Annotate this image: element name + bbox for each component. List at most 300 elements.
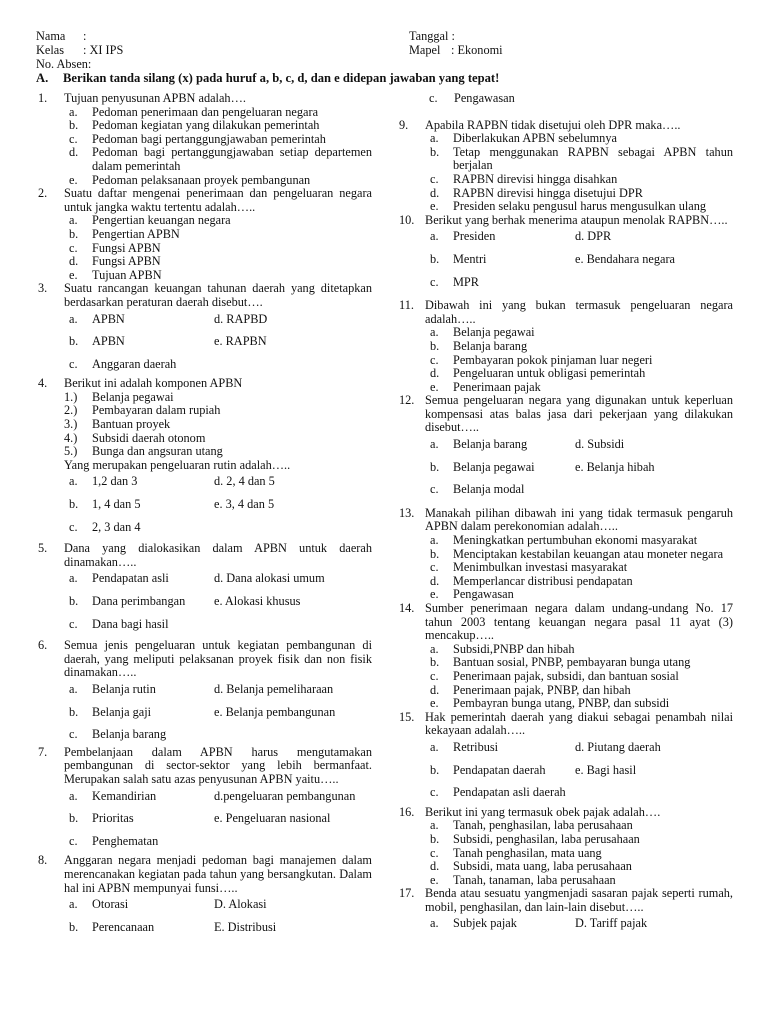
answer-option[interactable]: [64, 174, 372, 188]
option-letter: c.: [69, 131, 78, 146]
option-text: Pengertian keuangan negara: [92, 213, 231, 228]
option-letter: b.: [430, 251, 440, 266]
answer-option: [575, 483, 733, 497]
option-text: Pedoman penerimaan dan pengeluaran negara: [92, 104, 319, 119]
option-text: RAPBN direvisi hingga disetujui DPR: [453, 185, 643, 200]
option-list: [425, 534, 733, 602]
statement-item: [64, 445, 372, 459]
option-letter: a.: [69, 681, 78, 696]
answer-option[interactable]: [575, 741, 733, 755]
mapel-label: Mapel: [409, 43, 441, 57]
answer-option[interactable]: [425, 230, 575, 244]
answer-option[interactable]: [64, 521, 214, 535]
question-16: [399, 806, 733, 888]
answer-option[interactable]: [64, 790, 214, 804]
option-letter: c.: [430, 845, 439, 860]
option-text: Pembayran bunga utang, PNBP, dan subsidi: [453, 696, 670, 711]
question-stem: Semua pengeluaran negara yang digunakan untuk keperluan kompensasi atas balas jasa dari pekerjaan yang dilakukan disebut…..: [425, 393, 733, 435]
question-10: [399, 214, 733, 289]
question-number: 4.: [38, 376, 48, 391]
option-letter: b.: [430, 762, 440, 777]
option-text: e. Bagi hasil: [575, 762, 637, 777]
answer-option[interactable]: [64, 214, 372, 228]
option-letter: a.: [69, 104, 78, 119]
answer-option[interactable]: [64, 358, 214, 372]
option-text: d. Dana alokasi umum: [214, 571, 325, 586]
answer-option[interactable]: [575, 230, 733, 244]
option-text: Tanah, tanaman, laba perusahaan: [453, 872, 616, 887]
option-text: d. DPR: [575, 229, 612, 244]
option-grid: [425, 230, 733, 289]
nama-label: Nama: [36, 29, 66, 43]
answer-option[interactable]: [64, 335, 214, 349]
statement-number: 4.): [64, 430, 78, 445]
option-grid: [64, 790, 372, 849]
answer-option[interactable]: [425, 643, 733, 657]
option-list: [425, 643, 733, 711]
option-text: Tujuan APBN: [92, 267, 162, 282]
option-text: Tetap menggunakan RAPBN sebagai APBN tahun berjalan: [453, 144, 733, 173]
question-number: 1.: [38, 91, 48, 105]
no-absen-label: No. Absen:: [36, 57, 92, 71]
answer-option[interactable]: [64, 812, 214, 826]
question-stem: Hak pemerintah daerah yang diakui sebagai penambah nilai kekayaan adalah…..: [425, 709, 733, 738]
statement-item: [64, 404, 372, 418]
answer-option[interactable]: [214, 595, 372, 609]
option-letter: c.: [69, 356, 78, 371]
option-letter: a.: [430, 818, 439, 833]
option-list: [425, 326, 733, 394]
option-text: Pengertian APBN: [92, 226, 180, 241]
answer-option: [214, 358, 372, 372]
answer-option[interactable]: [425, 764, 575, 778]
answer-option[interactable]: [425, 381, 733, 395]
statement-number: 2.): [64, 403, 78, 418]
option-letter: c.: [430, 560, 439, 575]
option-letter: e.: [430, 872, 439, 887]
option-text: Subjek pajak: [453, 916, 517, 931]
answer-option[interactable]: [64, 119, 372, 133]
question-stem: Berikut ini adalah komponen APBN: [64, 376, 243, 391]
option-letter: b.: [430, 655, 440, 670]
option-grid: [64, 572, 372, 631]
statement-item: [64, 418, 372, 432]
question-14: [399, 602, 733, 711]
answer-option[interactable]: [214, 335, 372, 349]
option-letter: e.: [430, 199, 439, 214]
option-letter: d.: [430, 185, 440, 200]
option-letter: a.: [69, 788, 78, 803]
option-letter: a.: [69, 474, 78, 489]
option-letter: a.: [430, 229, 439, 244]
question-stem: Dana yang dialokasikan dalam APBN untuk daerah dinamakan…..: [64, 541, 372, 569]
option-letter: c.: [430, 171, 439, 186]
statement-number: 5.): [64, 444, 78, 459]
answer-option[interactable]: [214, 498, 372, 512]
answer-option[interactable]: [64, 921, 214, 935]
option-letter: e.: [430, 379, 439, 394]
option-text: Diberlakukan APBN sebelumnya: [453, 131, 617, 146]
answer-option: [575, 276, 733, 290]
question-17: [399, 887, 733, 931]
option-letter: a.: [430, 325, 439, 340]
option-text: Penerimaan pajak, subsidi, dan bantuan sosial: [453, 668, 679, 683]
question-8: [38, 854, 372, 934]
answer-option[interactable]: [425, 146, 733, 173]
question-number: 8.: [38, 853, 48, 868]
option-text: Belanja pegawai: [453, 325, 535, 340]
question-number: 12.: [399, 393, 415, 408]
option-text: Pedoman bagi pertanggungjawaban setiap departemen dalam pemerintah: [92, 145, 372, 173]
question-6: [38, 639, 372, 742]
option-grid: [64, 313, 372, 372]
kelas-value: : XI IPS: [83, 43, 124, 57]
option-grid: [64, 898, 372, 934]
answer-option[interactable]: [425, 874, 733, 888]
answer-option[interactable]: [425, 132, 733, 146]
answer-option[interactable]: [64, 898, 214, 912]
option-text: Pedoman pelaksanaan proyek pembangunan: [92, 172, 311, 187]
option-letter: c.: [430, 352, 439, 367]
option-text: MPR: [453, 274, 479, 289]
option-letter: c.: [430, 482, 439, 497]
option-text: e. Belanja hibah: [575, 459, 655, 474]
option-text: 1,2 dan 3: [92, 474, 138, 489]
option-text: 2, 3 dan 4: [92, 519, 141, 534]
option-text: Subsidi, penghasilan, laba perusahaan: [453, 831, 640, 846]
option-letter: a.: [430, 131, 439, 146]
answer-option[interactable]: [425, 340, 733, 354]
question-number: 2.: [38, 186, 48, 201]
question-15: [399, 711, 733, 800]
answer-option[interactable]: [64, 835, 214, 849]
answer-option[interactable]: [425, 588, 733, 602]
answer-option[interactable]: [64, 572, 214, 586]
answer-option: [575, 786, 733, 800]
question-number: 15.: [399, 709, 415, 724]
question-9: [399, 119, 733, 214]
nama-separator: :: [83, 29, 87, 43]
option-grid: [425, 741, 733, 800]
kelas-label: Kelas: [36, 43, 64, 57]
question-number: 6.: [38, 638, 48, 653]
question-2: [38, 187, 372, 282]
option-letter: d.: [430, 573, 440, 588]
question-number: 5.: [38, 541, 48, 556]
question-5: [38, 542, 372, 631]
option-text: Presiden: [453, 229, 496, 244]
mapel-value: : Ekonomi: [451, 43, 503, 57]
answer-option[interactable]: [64, 242, 372, 256]
answer-option[interactable]: [214, 812, 372, 826]
option-letter: c.: [69, 833, 78, 848]
answer-option[interactable]: [214, 790, 372, 804]
question-stem: Semua jenis pengeluaran untuk kegiatan pembangunan di daerah, yang meliputi pelaksanan proyek fisik dan non fisik dinamakan…..: [64, 638, 372, 680]
statement-text: Pembayaran dalam rupiah: [92, 403, 221, 418]
answer-option[interactable]: [214, 921, 372, 935]
answer-option[interactable]: [425, 656, 733, 670]
option-text: Tanah, penghasilan, laba perusahaan: [453, 818, 633, 833]
question-number: 16.: [399, 804, 415, 819]
answer-option[interactable]: [425, 483, 575, 497]
option-text: E. Distribusi: [214, 919, 277, 934]
option-text: e. RAPBN: [214, 334, 267, 349]
option-letter: a.: [69, 311, 78, 326]
option-letter: d.: [430, 682, 440, 697]
answer-option[interactable]: [425, 367, 733, 381]
option-text: Otorasi: [92, 897, 129, 912]
option-letter: a.: [430, 641, 439, 656]
statement-text: Belanja pegawai: [92, 389, 174, 404]
answer-option[interactable]: [64, 146, 372, 173]
option-text: Memperlancar distribusi pendapatan: [453, 573, 633, 588]
answer-option[interactable]: [64, 475, 214, 489]
statement-text: Subsidi daerah otonom: [92, 430, 206, 445]
question-number: 14.: [399, 601, 415, 615]
statement-list: [64, 391, 372, 459]
question-number: 17.: [399, 886, 415, 901]
option-text: d. 2, 4 dan 5: [214, 474, 275, 489]
option-letter: e.: [69, 172, 78, 187]
option-letter: b.: [69, 811, 79, 826]
option-text: Menimbulkan investasi masyarakat: [453, 560, 628, 575]
answer-option: [214, 835, 372, 849]
question-stem: Sumber penerimaan negara dalam undang-undang No. 17 tahun 2003 tentang keuangan negara pasal 11 ayat (3) mencakup…..: [425, 601, 733, 643]
option-letter: b.: [69, 594, 79, 608]
answer-option[interactable]: [64, 706, 214, 720]
question-stem: Tujuan penyusunan APBN adalah….: [64, 91, 246, 105]
answer-option[interactable]: [425, 534, 733, 548]
statement-text: Bantuan proyek: [92, 417, 171, 432]
option-letter: a.: [69, 897, 78, 912]
option-text: D. Alokasi: [214, 897, 267, 912]
option-letter: c.: [430, 785, 439, 800]
option-text: d.pengeluaran pembangunan: [214, 788, 356, 803]
option-letter: c.: [69, 727, 78, 742]
question-stem: Benda atau sesuatu yangmenjadi sasaran pajak seperti rumah, mobil, penghasilan, dan lain-lain disebut…..: [425, 886, 733, 914]
option-text: Pendapatan asli daerah: [453, 785, 566, 800]
statement-number: 3.): [64, 417, 78, 432]
answer-option[interactable]: [64, 595, 214, 609]
option-text: Belanja gaji: [92, 704, 152, 719]
question-1: [38, 92, 372, 187]
question-stem: Pembelanjaan dalam APBN harus mengutamakan pembangunan di sector-sektor yang lebih bermanfaat. Merupakan salah satu azas penyusunan APBN yaitu…..: [64, 744, 372, 786]
answer-option[interactable]: [575, 438, 733, 452]
statement-item: [64, 432, 372, 446]
question-stem: Berikut ini yang termasuk obek pajak adalah….: [425, 804, 661, 819]
option-text: e. 3, 4 dan 5: [214, 497, 275, 512]
answer-option[interactable]: [575, 461, 733, 475]
answer-option[interactable]: [425, 575, 733, 589]
statement-number: 1.): [64, 389, 78, 404]
option-letter: b.: [430, 546, 440, 561]
option-letter: e.: [69, 267, 78, 282]
option-letter: b.: [430, 831, 440, 846]
option-text: Fungsi APBN: [92, 240, 161, 255]
answer-option: [214, 618, 372, 632]
option-text: Pedoman kegiatan yang dilakukan pemerintah: [92, 118, 320, 133]
option-text: d. Piutang daerah: [575, 739, 661, 754]
option-text: Pengeluaran untuk obligasi pemerintah: [453, 366, 646, 381]
option-text: Pengawasan: [454, 91, 515, 105]
question-stem: Apabila RAPBN tidak disetujui oleh DPR maka…..: [425, 117, 681, 132]
option-letter: a.: [430, 437, 439, 452]
option-list: [425, 132, 733, 214]
option-letter: a.: [69, 213, 78, 228]
section-instruction: [36, 72, 499, 86]
option-text: Penerimaan pajak: [453, 379, 541, 394]
option-text: Mentri: [453, 251, 487, 266]
answer-option[interactable]: [425, 684, 733, 698]
option-letter: b.: [69, 334, 79, 349]
option-text: APBN: [92, 311, 125, 326]
answer-option[interactable]: [214, 572, 372, 586]
option-letter: c.: [430, 274, 439, 289]
right-column: [399, 92, 733, 935]
answer-option[interactable]: [64, 313, 214, 327]
answer-option[interactable]: [425, 786, 575, 800]
option-letter: b.: [430, 459, 440, 474]
question-number: 13.: [399, 505, 415, 520]
option-grid: [425, 438, 733, 497]
option-text: RAPBN direvisi hingga disahkan: [453, 171, 618, 186]
answer-option[interactable]: [425, 326, 733, 340]
section-letter: A.: [36, 71, 49, 85]
answer-option[interactable]: [214, 683, 372, 697]
answer-option[interactable]: [214, 706, 372, 720]
option-list: [425, 819, 733, 887]
question-number: 7.: [38, 744, 48, 759]
option-letter: c.: [429, 91, 438, 105]
option-text: Belanja modal: [453, 482, 525, 497]
answer-option[interactable]: [64, 683, 214, 697]
answer-option[interactable]: [425, 253, 575, 267]
answer-option[interactable]: [425, 847, 733, 861]
answer-option[interactable]: [425, 833, 733, 847]
answer-option[interactable]: [425, 548, 733, 562]
answer-option[interactable]: [214, 475, 372, 489]
option-text: Subsidi,PNBP dan hibah: [453, 641, 575, 656]
option-letter: b.: [430, 338, 440, 353]
option-text: Belanja barang: [453, 437, 528, 452]
question-number: 10.: [399, 212, 415, 227]
option-text: Fungsi APBN: [92, 254, 161, 269]
answer-option[interactable]: [425, 200, 733, 214]
tanggal-label: Tanggal :: [409, 29, 455, 43]
answer-option[interactable]: [425, 670, 733, 684]
question-stem-continued: Yang merupakan pengeluaran rutin adalah…..: [64, 457, 291, 472]
option-text: e. Pengeluaran nasional: [214, 811, 331, 826]
answer-option: [214, 521, 372, 535]
option-text: e. Belanja pembangunan: [214, 704, 336, 719]
option-text: Menciptakan kestabilan keuangan atau moneter negara: [453, 546, 724, 561]
option-letter: b.: [69, 226, 79, 241]
left-column: [38, 92, 372, 942]
instruction-text: Berikan tanda silang (x) pada huruf a, b, c, d, dan e didepan jawaban yang tepat!: [63, 71, 500, 85]
option-text: D. Tariff pajak: [575, 916, 648, 931]
option-text: d. Belanja pemeliharaan: [214, 681, 334, 696]
answer-option[interactable]: [64, 618, 214, 632]
answer-option[interactable]: [575, 253, 733, 267]
option-letter: b.: [69, 497, 79, 512]
option-letter: d.: [430, 366, 440, 381]
answer-option[interactable]: [214, 898, 372, 912]
option-text: Tanah penghasilan, mata uang: [453, 845, 602, 860]
answer-option[interactable]: [64, 728, 214, 742]
answer-option[interactable]: [64, 498, 214, 512]
answer-option[interactable]: [425, 917, 575, 931]
option-letter: d.: [69, 145, 79, 160]
option-letter: c.: [69, 240, 78, 255]
option-text: 1, 4 dan 5: [92, 497, 141, 512]
option-letter: e.: [430, 587, 439, 602]
answer-option[interactable]: [575, 917, 733, 931]
option-text: Pendapatan daerah: [453, 762, 546, 777]
answer-option[interactable]: [64, 255, 372, 269]
option-text: Penghematan: [92, 833, 159, 848]
answer-option[interactable]: [214, 313, 372, 327]
option-letter: a.: [430, 533, 439, 548]
answer-option[interactable]: [64, 228, 372, 242]
answer-option[interactable]: [575, 764, 733, 778]
option-letter: c.: [69, 616, 78, 631]
answer-option[interactable]: [64, 106, 372, 120]
option-list: [64, 214, 372, 282]
option-text: Perencanaan: [92, 919, 155, 934]
option-letter: d.: [69, 254, 79, 269]
option-letter: b.: [69, 919, 79, 934]
option-grid: [64, 683, 372, 742]
option-text: Presiden selaku pengusul harus mengusulkan ulang: [453, 199, 707, 214]
option-text: d. Subsidi: [575, 437, 625, 452]
option-letter: c.: [430, 668, 439, 683]
option-letter: c.: [69, 519, 78, 534]
answer-option[interactable]: [399, 92, 733, 106]
answer-option[interactable]: [425, 819, 733, 833]
option-text: Belanja rutin: [92, 681, 156, 696]
option-text: Pembayaran pokok pinjaman luar negeri: [453, 352, 653, 367]
answer-option: [214, 728, 372, 742]
answer-option[interactable]: [425, 173, 733, 187]
option-text: Meningkatkan pertumbuhan ekonomi masyarakat: [453, 533, 698, 548]
answer-option[interactable]: [64, 133, 372, 147]
answer-option[interactable]: [425, 276, 575, 290]
option-letter: a.: [430, 916, 439, 931]
answer-option[interactable]: [425, 741, 575, 755]
option-letter: b.: [69, 118, 79, 133]
answer-option[interactable]: [64, 269, 372, 283]
option-letter: a.: [69, 571, 78, 586]
answer-option[interactable]: [425, 860, 733, 874]
statement-text: Bunga dan angsuran utang: [92, 444, 223, 459]
answer-option[interactable]: [425, 354, 733, 368]
option-text: Prioritas: [92, 811, 134, 826]
answer-option[interactable]: [425, 461, 575, 475]
option-text: Belanja barang: [92, 727, 167, 742]
answer-option[interactable]: [425, 187, 733, 201]
answer-option[interactable]: [425, 561, 733, 575]
option-text: Pendapatan asli: [92, 571, 169, 586]
question-stem: Manakah pilihan dibawah ini yang tidak termasuk pengaruh APBN dalam perekonomian adalah…..: [425, 505, 733, 534]
question-stem: Suatu daftar mengenai penerimaan dan pengeluaran negara untuk jangka waktu tertentu adalah…..: [64, 186, 372, 214]
answer-option[interactable]: [425, 438, 575, 452]
option-letter: b.: [69, 704, 79, 719]
option-text: Pengawasan: [453, 587, 514, 602]
option-text: Belanja barang: [453, 338, 528, 353]
option-text: Subsidi, mata uang, laba perusahaan: [453, 859, 632, 874]
answer-option[interactable]: [425, 697, 733, 711]
statement-item: [64, 391, 372, 405]
